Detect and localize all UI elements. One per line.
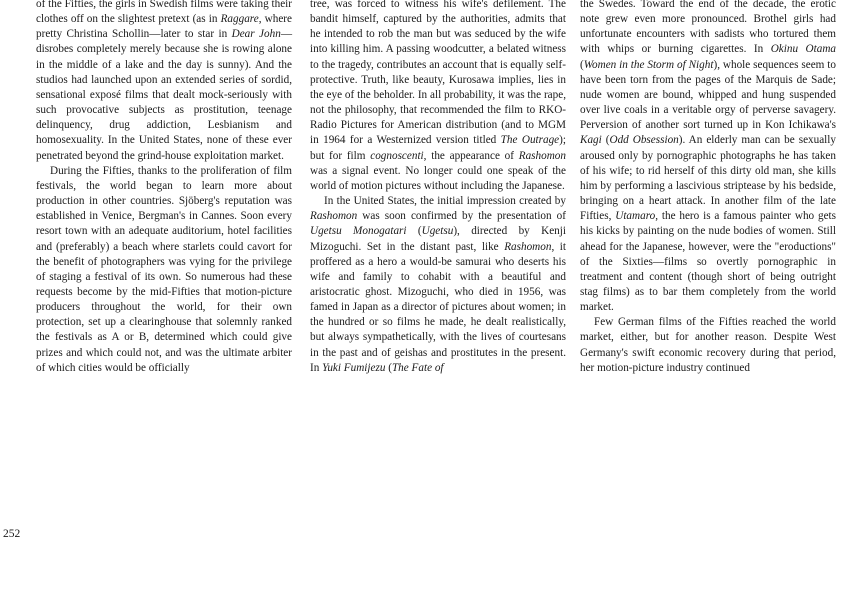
text-run: ( — [406, 225, 422, 238]
page-number: 252 — [3, 528, 21, 540]
film-title: Kagi — [580, 134, 602, 147]
film-title: Ugetsu Monogatari — [310, 225, 407, 238]
text-run: ), directed by Kenji Mizoguchi. Set in the distant past, like — [310, 225, 566, 253]
emphasis: cognoscenti — [370, 149, 424, 162]
text-column-middle — [310, 0, 566, 376]
film-title: The Fate of — [391, 361, 444, 374]
text-run: —disrobes completely merely because she is rowing alone in the middle of a lake and the day is sunny). And the studios had launched upon an extended series of sordid, sensational exposé films that dealt mock-seriously with such provocative subjects as prostitution, teenage delinquency, drug addiction, Lesbianism and homosexuality. In the United States, none of these ever penetrated beyond the grind-house exploitation market. — [36, 28, 292, 162]
text-run: of the Fifties, the girls in Swedish films were taking their clothes off on the slightest pretext (as in — [36, 0, 292, 26]
text-run: ), whole sequences seem to have been torn from the pages of the Marquis de Sade; nude women are bound, whipped and hung suspended over live coals in a veritable orgy of perverse savagery. Perversion of another sort turned up in Kon Ichikawa's — [580, 58, 836, 132]
film-title: Yuki Fumijezu — [322, 361, 386, 374]
text-column-left — [36, 0, 292, 376]
paragraph: Few German films of the Fifties reached the world market, either, but for another reason. Despite West Germany's swift economic recovery during that period, her motion-picture industry continued — [580, 316, 836, 374]
text-run: , where pretty Christina Schollin—later to star in — [36, 13, 292, 41]
text-run: ( — [580, 58, 584, 71]
film-title: Rashomon — [310, 210, 358, 223]
text-run: tree, was forced to witness his wife's defilement. The bandit himself, captured by the authorities, admits that he intended to rob the man but was seduced by the wife into killing him. A passing woodcutter, a belated witness to the tragedy, contributes an account that is equally self-protective. Truth, like beauty, Kurosawa implies, lies in the eye of the beholder. In all probability, it was the rape, not the philosophy, that recommended the film to RKO-Radio Pictures for American distribution (and to MGM in 1964 for a Westernized version titled — [310, 0, 566, 147]
text-run: was soon confirmed by the presentation of — [357, 210, 566, 223]
text-run: ( — [601, 134, 610, 147]
paragraph — [36, 0, 292, 164]
paragraph — [580, 0, 836, 315]
film-title: Dear John — [231, 28, 281, 41]
film-title: Utamaro — [615, 210, 656, 223]
paragraph: During the Fifties, thanks to the proliferation of film festivals, the world began to learn more about production in other countries. Sjöberg's reputation was established in Venice, Bergman's in Cannes. Soon every resort town with an adequate auditorium, hotel facilities and (preferably) a beach where starlets could cavort for the benefit of photographers was vying for the privilege of staging a festival of its own. So numerous had these requests become by the mid-Fifties that motion-picture producers throughout the world, for their own protection, set up a clearinghouse that solemnly ranked the festivals as A or B, determined which could give prizes and which could not, and was the ultimate arbiter of which cities would be officially — [36, 164, 292, 374]
text-run: In the United States, the initial impression created by — [324, 195, 566, 208]
film-title: Women in the Storm of Night — [583, 58, 714, 71]
text-run: ( — [385, 361, 392, 374]
film-title: Odd Obsession — [609, 134, 679, 147]
text-run: ); but for film — [310, 134, 566, 162]
film-title: Okinu Otama — [770, 43, 836, 56]
text-run: , the hero is a famous painter who gets his kicks by painting on the nude bodies of women. Still ahead for the Japanese, however, were the "eroductions" of the Sixties—films so overtly pornographic in treatment and content (though short of being outright stag films) as to bar them completely from the world market. — [580, 210, 836, 314]
film-title: Ugetsu — [421, 225, 454, 238]
film-title: Rashomon — [504, 240, 552, 253]
film-title: Raggare — [220, 13, 259, 26]
text-run: the Swedes. Toward the end of the decade, the erotic note grew even more pronounced. Brothel girls had unfortunate encounters with sadists who tortured them with whips or burning cigarettes. In — [580, 0, 836, 56]
text-column-right — [580, 0, 836, 376]
film-title: The Outrage — [500, 134, 560, 147]
text-run: , it proffered as a hero a would-be samurai who deserts his wife and family to cohabit with a beautiful and aristocratic ghost. Mizoguchi, who died in 1956, was famed in Japan as a director of pictures about women; in the hundred or so films he made, he dealt realistically, but always sympathetically, with the lives of courtesans in the past and of geishas and prostitutes in the present. In — [310, 240, 566, 374]
paragraph — [310, 194, 566, 376]
text-run: , the appearance of — [423, 149, 519, 162]
paragraph — [310, 0, 566, 194]
text-run: was a signal event. No longer could one speak of the world of motion pictures without including the Japanese. — [310, 164, 566, 192]
text-run: ). An elderly man can be sexually aroused only by pornographic photographs he has taken of his wife; to rid herself of this dirty old man, she kills him by performing a lascivious striptease by his bedside, bringing on a heart attack. In another film of the late Fifties, — [580, 134, 836, 223]
film-title: Rashomon — [518, 149, 566, 162]
